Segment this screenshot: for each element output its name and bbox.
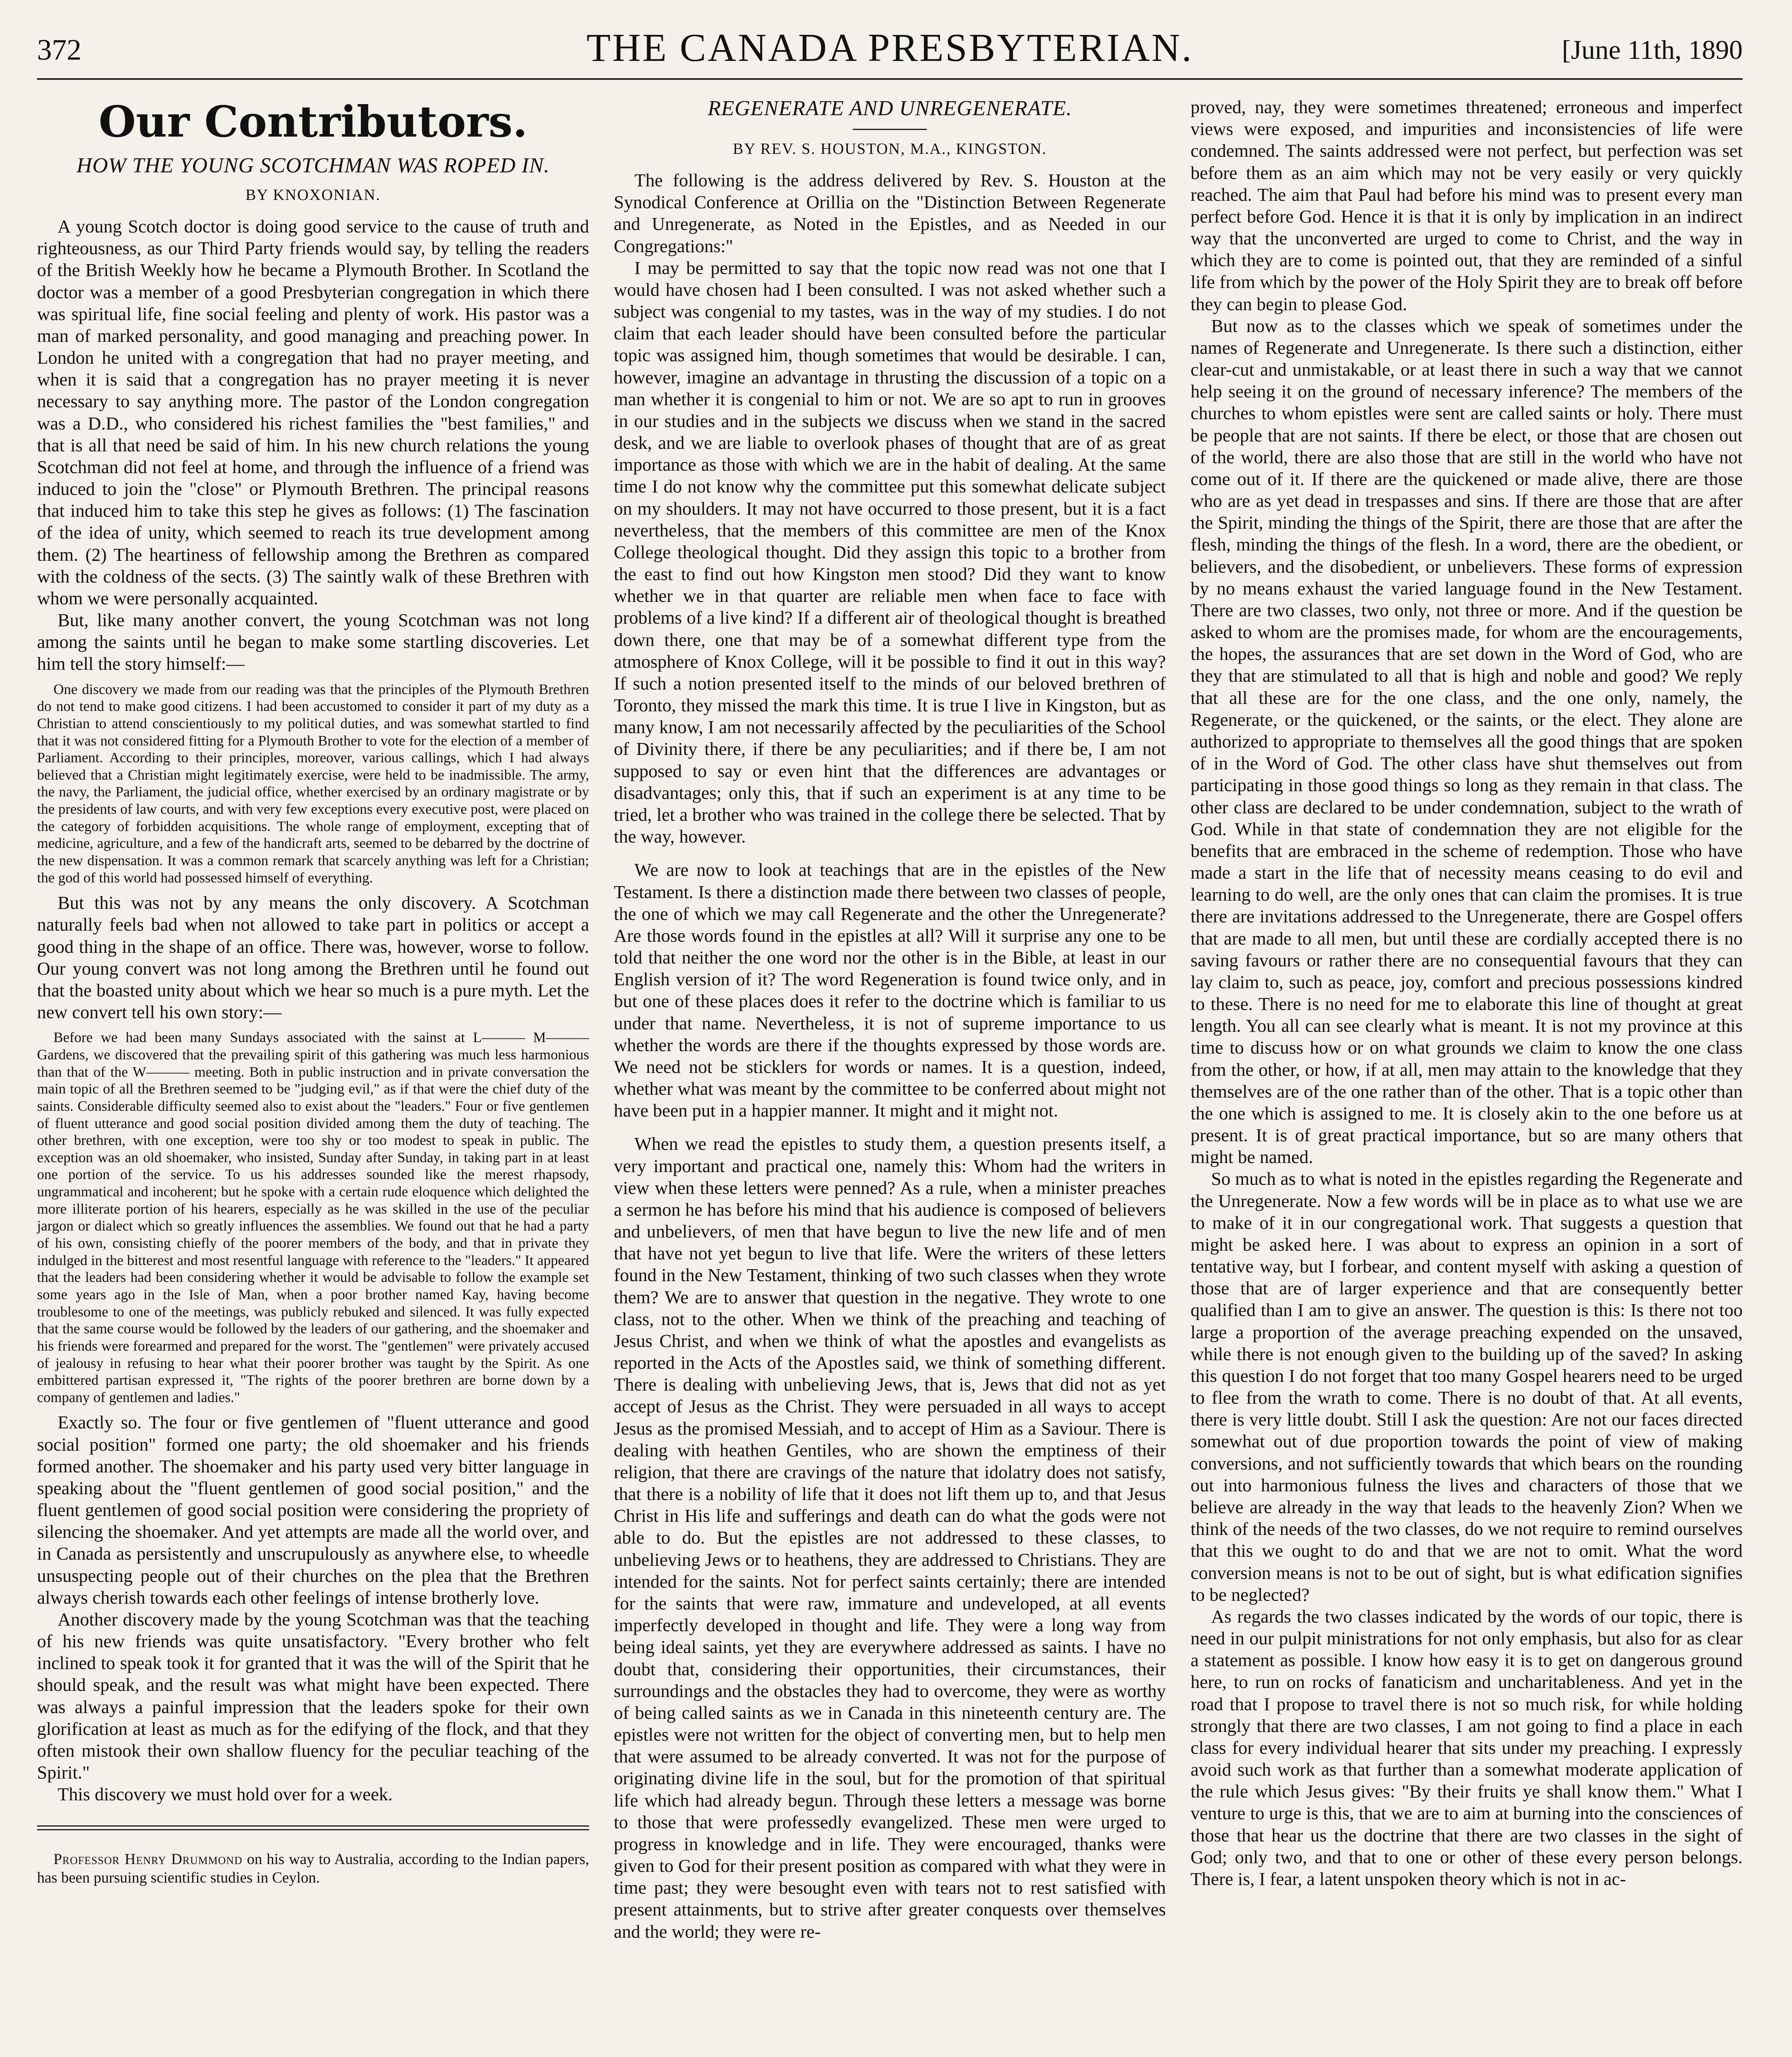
byline-houston: BY REV. S. HOUSTON, M.A., KINGSTON. [733,140,1047,158]
issue-date: [June 11th, 1890 [1562,35,1743,65]
paragraph: But this was not by any means the only discovery. A Scotchman naturally feels bad when not allowed to take part in politics or accept a good thing in the shape of an office. There was, however, worse to follow. Our young convert was not long among the Brethren until he found out that the boasted unity about which we hear so much is a pure myth. Let the new convert tell his own story:— [37,892,589,1023]
quoted-passage: Before we had been many Sundays associated with the sainst at L——— M——— Gardens, we discovered that the prevailing spirit of this gathering was much less harmonious than that of the W——— meeting. Both in public instruction and in private conversation the main topic of all the Brethren seemed to be "judging evil," as if that were the chief duty of the saints. Considerable difficulty seemed also to exist about the "leaders." Four or five gentlemen of fluent utterance and good social position divided among them the duty of teaching. The other brethren, with one exception, were too shy or too modest to speak in public. The exception was an old shoemaker, who insisted, Sunday after Sunday, in taking part in at least one portion of the service. To us his addresses sounded like the merest rhapsody, ungrammatical and incoherent; but he spoke with a certain rude eloquence which delighted the more illiterate portion of his hearers, especially as he was skilled in the use of the peculiar jargon or dialect which so greatly influences the assemblies. We found out that he had a party of his own, consisting chiefly of the poorer members of the body, and that in private they indulged in the bitterest and most resentful language with reference to the "leaders." It appeared that the leaders had been considering whether it would be advisable to follow the example set some years ago in the Isle of Man, when a poor brother named Kay, having become troublesome to one of the meetings, was publicly rebuked and silenced. It was fully expected that the same course would be followed by the leaders of our gathering, and the shoemaker and his friends were forearmed and prepared for the worst. The "gentlemen" were privately accused of jealousy in refusing to hear what their poorer brother was taught by the Spirit. As one embittered partisan expressed it, "The rights of the poorer brethren are borne down by a company of gentlemen and ladies." [37,1029,589,1405]
news-note [37,1850,589,1887]
double-rule-divider [37,1825,589,1830]
note-text: on his way to Australia, according to the Indian papers, has been pursuing scientific studies in Ceylon. [37,1850,590,1886]
paragraph: The following is the address delivered by Rev. S. Houston at the Synodical Conference at Orillia on the "Distinction Between Regenerate and Unregenerate, as Noted in the Epistles, and as Needed in our Congregations:" [614,170,1166,256]
left-column [37,96,589,1943]
paragraph: When we read the epistles to study them, a question presents itself, a very important and practical one, namely this: Whom had the writers in view when these letters were penned? As a rule, when a minister preaches a sermon he has before his mind that his audience is composed of believers and unbelievers, of men that have begun to live the new life and of men that have not yet begun to live that life. Were the writers of these letters found in the New Testament, thinking of two such classes when they wrote them? We are to answer that question in the negative. They wrote to one class, not to the other. When we think of the preaching and teaching of Jesus Christ, and when we think of what the apostles and evangelists as reported in the Acts of the Apostles said, we think of something different. There is dealing with unbelieving Jews, that is, Jews that did not as yet accept of Jesus as the Christ. They were persuaded in all ways to accept Jesus as the promised Messiah, and to accept of Him as a Saviour. There is dealing with heathen Gentiles, who are shown the emptiness of their religion, that there are cravings of the nature that idolatry does not satisfy, that there is a nobility of life that it does not lift them up to, and that Jesus Christ in His life and sufferings and death can do what the gods were not able to do. But the epistles are not addressed to these classes, to unbelieving Jews or to heathens, they are addressed to Christians. They are intended for the saints. Not for perfect saints certainly; there are intended for the saints that were raw, immature and undeveloped, at all events imperfectly developed in thought and life. They were a long way from being ideal saints, yet they are everywhere addressed as saints. I have no doubt that, considering their opportunities, their circumstances, their surroundings and the obstacles they had to overcome, they were as worthy of being called saints as we in Canada in this nineteenth century are. The epistles were not written for the object of converting men, but to help men that were assumed to be already converted. It was not for the purpose of originating divine life in the soul, but for the promotion of that spiritual life which had already begun. Through these letters a message was borne to those that were professedly evangelized. These men were urged to progress in knowledge and in life. They were encouraged, thanks were given to God for their present position as compared with what they were in time past; they were besought even with tears not to rest satisfied with present attainments, but to strive after greater conquests over themselves and the world; they were re- [614,1133,1166,1942]
paragraph: Another discovery made by the young Scotchman was that the teaching of his new friends was quite unsatisfactory. "Every brother who felt inclined to speak took it for granted that it was the will of the Spirit that he should speak, and the result was what might have been expected. There was always a painful impression that the leaders spoke for their own glorification at least as much as for the edifying of the flock, and that they often mistook their own shallow fluency for the peculiar teaching of the Spirit." [37,1609,589,1783]
paragraph: We are now to look at teachings that are in the epistles of the New Testament. Is there a distinction made there between two classes of people, the one of which we may call Regenerate and the other the Unregenerate? Are those words found in the epistles at all? Will it surprise any one to be told that neither the one word nor the other is in the Bible, at least in our English version of it? The word Regeneration is found twice only, and in but one of these places does it refer to the doctrine which is familiar to us under that name. Nevertheless, it is not of supreme importance to us whether the words are there if the thoughts expressed by those words are. We need not be sticklers for words or names. It is a question, indeed, whether what was meant by the committee to be conferred about might not have been put in a happier manner. It might and it might not. [614,859,1166,1121]
article-title-regenerate: REGENERATE AND UNREGENERATE. [708,97,1072,120]
title-rule [853,129,927,130]
paragraph: Exactly so. The four or five gentlemen of "fluent utterance and good social position" formed one party; the old shoemaker and his friends formed another. The shoemaker and his party used very bitter language in speaking about the "fluent gentlemen of good social position," and the fluent gentlemen of good social position were considering the propriety of silencing the shoemaker. And yet attempts are made all the world over, and in Canada as persistently and unscrupulously as anywhere else, to wheedle unsuspecting people out of their churches on the plea that the Brethren always cherish towards each other feelings of intense brotherly love. [37,1412,589,1608]
right-column [1191,96,1743,1943]
note-name: Professor Henry Drummond [53,1850,243,1868]
section-title: Our Contributors. [98,96,528,147]
paragraph: As regards the two classes indicated by the words of our topic, there is need in our pulpit ministrations for not only emphasis, but also for as clear a statement as possible. I know how easy it is to get on dangerous ground here, to run on rocks of fanaticism and uncharitableness. And yet in the road that I propose to travel there is not so much risk, for while holding strongly that there are two classes, I am not going to find a place in each class for every individual hearer that sits under my preaching. I expressly avoid such work as that further than a somewhat moderate application of the rule which Jesus gives: "By their fruits ye shall know them." What I venture to urge is this, that we are to aim at burning into the consciences of those that hear us the doctrine that there are two classes in the sight of God; only two, and that to one or other of these every person belongs. There is, I fear, a latent unspoken theory which is not in ac- [1191,1606,1743,1889]
page-number: 372 [37,33,81,66]
paragraph: proved, nay, they were sometimes threatened; erroneous and imperfect views were exposed, and impurities and inconsistencies of life were condemned. The saints addressed were not perfect, but perfection was set before them as an aim which may not be very easily or very quickly reached. The aim that Paul had before his mind was to present every man perfect before God. Hence it is that it is only by implication in an indirect way that the unconverted are urged to come to Christ, and the way in which they are to come is pointed out, that they are reminded of a sinful life from which by the power of the Holy Spirit they are to break off before they can begin to please God. [1191,97,1743,314]
byline-knoxonian: BY KNOXONIAN. [245,186,381,204]
middle-column [614,96,1166,1943]
paragraph: This discovery we must hold over for a week. [58,1784,393,1805]
publication-title: THE CANADA PRESBYTERIAN. [586,26,1193,70]
columns [37,96,1743,1943]
paragraph: A young Scotch doctor is doing good service to the cause of truth and righteousness, as our Third Party friends would say, by telling the readers of the British Weekly how he became a Plymouth Brother. In Scotland the doctor was a member of a good Presbyterian congregation in which there was spiritual life, fine social feeling and plenty of work. His pastor was a man of marked personality, and good managing and preaching power. In London he united with a congregation that had no prayer meeting, and when it is said that a congregation has no prayer meeting it is never necessary to say anything more. The pastor of the London congregation was a D.D., who considered his richest families the "best families," and that is all that need be said of him. In his new church relations the young Scotchman did not feel at home, and through the influence of a friend was induced to join the "close" or Plymouth Brethren. The principal reasons that induced him to take this step he gives as follows: (1) The fascination of the idea of unity, which seemed to reach its true development among them. (2) The heartiness of fellowship among the Brethren as compared with the coldness of the sects. (3) The saintly walk of these Brethren with whom we were personally acquainted. [37,216,589,608]
paragraph: So much as to what is noted in the epistles regarding the Regenerate and the Unregenerate. Now a few words will be in place as to what use we are to make of it in our congregational work. That suggests a question that might be asked here. I was about to express an opinion in a sort of tentative way, but I forbear, and content myself with asking a question of those that are of larger experience and that are consequently better qualified than I am to give an answer. The question is this: Is there not too large a proportion of the average preaching expended on the unsaved, while there is not enough given to the building up of the saved? In asking this question I do not forget that too many Gospel hearers need to be urged to flee from the wrath to come. There is no doubt of that. At all events, there is very little doubt. Still I ask the question: Are not our faces directed somewhat out of due proportion towards the point of view of making conversions, and not sufficiently towards that which bears on the rounding out into harmonious fulness the lives and characters of those that we believe are already in the way that leads to the heavenly Zion? When we think of the needs of the two classes, do we not require to remind ourselves that this we ought to do and that we are not to omit. What the word conversion means is not to be out of sight, but is what edification signifies to be neglected? [1191,1168,1743,1605]
masthead [37,25,1743,80]
article-title-scotchman: HOW THE YOUNG SCOTCHMAN WAS ROPED IN. [77,154,550,177]
paragraph: I may be permitted to say that the topic now read was not one that I would have chosen had I been consulted. I was not asked whether such a subject was congenial to my tastes, was in the way of my studies. I do not claim that each leader should have been consulted before the particular topic was assigned him, though sometimes that would be desirable. I can, however, imagine an advantage in thrusting the discussion of a topic on a man whether it is congenial to him or not. We are so apt to run in grooves in our studies and in the subjects we discuss when we stand in the sacred desk, and we are liable to overlook phases of thought that are of as great importance as those with which we are in the habit of dealing. At the same time I do not know why the committee put this somewhat delicate subject on my shoulders. It may not have occurred to those present, but it is a fact nevertheless, that the members of this committee are men of the Knox College theological thought. Did they assign this topic to a brother from the east to find out how Kingston men stood? Did they want to know whether we in that quarter are reliable men when face to face with problems of a live kind? If a different air of theological thought is breathed down there, one that may be of a somewhat different type from the atmosphere of Knox College, will it be possible to find it out in this way? If such a notion presented itself to the minds of our beloved brethren of Toronto, they missed the mark this time. It is true I live in Kingston, but as many know, I am not necessarily affected by the peculiarities of the School of Divinity there, if there be any peculiarities; and if there be, I am not supposed to say or even hint that the differences are advantages or disadvantages; only this, that if such an experiment is at any time to be tried, let a brother who was trained in the college there be selected. That by the way, however. [614,257,1166,847]
paragraph: But, like many another convert, the young Scotchman was not long among the saints until he began to make some startling discoveries. Let him tell the story himself:— [37,610,589,674]
quoted-passage: One discovery we made from our reading was that the principles of the Plymouth Brethren do not tend to make good citizens. I had been accustomed to consider it part of my duty as a Christian to attend conscientiously to my political duties, and was somewhat startled to find that it was not considered fitting for a Plymouth Brother to vote for the election of a member of Parliament. According to their principles, moreover, various callings, which I had always believed that a Christian might legitimately exercise, were held to be inadmissible. The army, the navy, the Parliament, the judicial office, whether exercised by an ordinary magistrate or by the presidents of law courts, and with very few exceptions every executive post, were placed on the category of forbidden acquisitions. The whole range of employment, excepting that of medicine, agriculture, and a few of the handicraft arts, seemed to be debarred by the doctrine of the new dispensation. It was a common remark that scarcely anything was left for a Christian; the god of this world had possessed himself of everything. [37,681,589,886]
paragraph: But now as to the classes which we speak of sometimes under the names of Regenerate and Unregenerate. Is there such a distinction, either clear-cut and unmistakable, or at least there in such a way that we cannot help seeing it on the ground of necessary inference? The members of the churches to whom epistles were sent are called saints or holy. There must be people that are not saints. If there be elect, or those that are chosen out of the world, there are also those that are still in the world who have not come out of it. If there are the quickened or made alive, there are those who are as yet dead in trespasses and sins. If there are those that are after the Spirit, minding the things of the Spirit, there are those that are after the flesh, minding the things of the flesh. In a word, there are the obedient, or believers, and the disobedient, or unbelievers. These forms of expression by no means exhaust the varied language found in the New Testament. There are two classes, two only, not three or more. And if the question be asked to whom are the promises made, for whom are the encouragements, the hopes, the assurances that are set down in the Word of God, who are they that are stimulated to all that is high and noble and good? We reply that all these are for the one class, and the one only, namely, the Regenerate, or the quickened, or the saints, or the elect. They alone are authorized to appropriate to themselves all the good things that are spoken of in the Word of God. The other class have shut themselves out from participating in those good things so long as they remain in that class. The other class are declared to be under condemnation, subject to the wrath of God. While in that state of condemnation they are not eligible for the benefits that are embraced in the scheme of redemption. Those who have made a start in the life that of necessity means ceasing to do evil and learning to do well, are the only ones that can claim the promises. It is true there are invitations addressed to the Unregenerate, there are Gospel offers that are made to all men, but until these are cordially accepted there is no saving favours or rather there are no consequential favours that they can lay claim to, such as peace, joy, comfort and precious possessions kindred to these. There is no need for me to elaborate this line of thought at great length. You all can see clearly what is meant. It is not my province at this time to discuss how or on what grounds we claim to know the one class from the other, or how, if at all, men may attain to the knowledge that they themselves are of the one rather than of the other. That is a topic other than the one which is assigned to me. It is closely akin to the one before us at present. It is of great practical importance, but so are many others that might be named. [1191,315,1743,1168]
